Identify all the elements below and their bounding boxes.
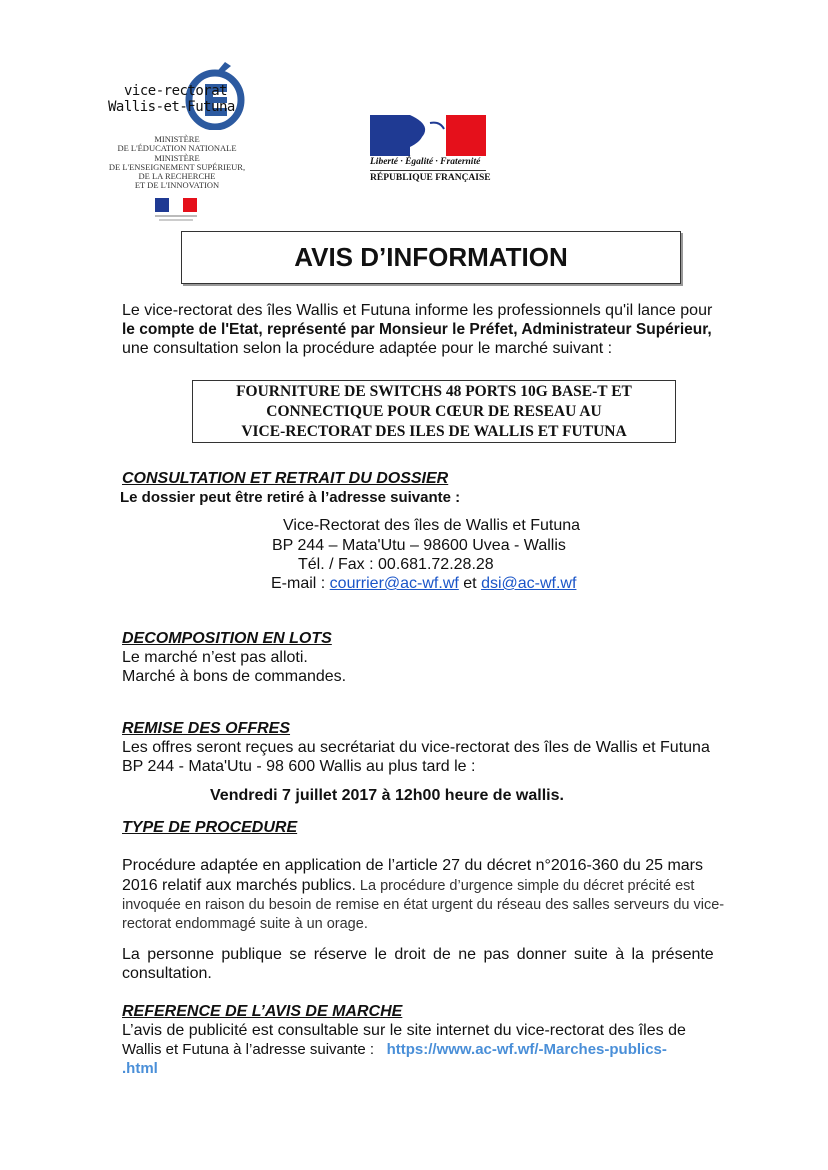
market-object-box (192, 380, 676, 443)
object-line: FOURNITURE DE SWITCHS 48 PORTS 10G BASE-T ET (236, 383, 632, 400)
consultation-text: Le dossier peut être retiré à l’adresse suivante : (120, 489, 461, 506)
address-line: BP 244 – Mata'Utu – 98600 Uvea - Wallis (272, 537, 566, 554)
marches-publics-link-cont[interactable]: .html (122, 1060, 158, 1077)
procedure-line (122, 856, 703, 876)
email-link-courrier[interactable]: courrier@ac-wf.wf (329, 575, 459, 592)
section-heading: CONSULTATION ET RETRAIT DU DOSSIER (122, 470, 449, 487)
ministry-text: MINISTÈRE (154, 134, 200, 144)
offres-text: Les offres seront reçues au secrétariat du vice-rectorat des îles de Wallis et Futuna (122, 739, 710, 756)
email-line (271, 574, 576, 594)
email-label: E-mail : (271, 575, 330, 592)
object-line: VICE-RECTORAT DES ILES DE WALLIS ET FUTUNA (241, 423, 627, 440)
marches-publics-link[interactable]: https://www.ac-wf.wf/-Marches-publics- (386, 1041, 667, 1058)
lots-text: Le marché n’est pas alloti. (122, 649, 308, 666)
lots-text: Marché à bons de commandes. (122, 668, 347, 685)
small-marianne-icon (155, 198, 197, 222)
logo-text: Wallis-et-Futuna (108, 99, 235, 115)
reference-line (122, 1040, 667, 1060)
section-heading: REMISE DES OFFRES (122, 720, 291, 737)
intro-text: le compte de l'Etat, représenté par Monsieur le Préfet, Administrateur Supérieur, (122, 321, 712, 338)
intro-text: une consultation selon la procédure adaptée pour le marché suivant : (122, 340, 613, 357)
procedure-line (122, 876, 694, 896)
procedure-text: 2016 relatif aux marchés publics. (122, 877, 356, 894)
page-title: AVIS D’INFORMATION (181, 231, 681, 284)
reference-text: Wallis et Futuna à l’adresse suivante : (122, 1041, 375, 1058)
marianne-flag-icon (370, 115, 486, 156)
deadline-text: Vendredi 7 juillet 2017 à 12h00 heure de wallis. (210, 787, 564, 804)
procedure-text: rectorat endommagé suite à un orage. (122, 916, 368, 932)
email-link-dsi[interactable]: dsi@ac-wf.wf (481, 575, 577, 592)
section-heading: DECOMPOSITION EN LOTS (122, 630, 332, 647)
procedure-text: Procédure adaptée en application de l’article 27 du décret n°2016-360 du 25 mars (122, 857, 704, 874)
offres-text: BP 244 - Mata'Utu - 98 600 Wallis au plus tard le : (122, 758, 476, 775)
motto-text: Liberté · Égalité · Fraternité (370, 157, 481, 167)
ministry-text: DE L'ENSEIGNEMENT SUPÉRIEUR, (108, 162, 246, 172)
procedure-text: La procédure d’urgence simple du décret précité est (355, 878, 695, 894)
intro-text: Le vice-rectorat des îles Wallis et Futuna informe les professionnels qu'il lance pour (122, 302, 713, 319)
ministry-text: MINISTÈRE (154, 153, 200, 163)
section-heading: TYPE DE PROCEDURE (122, 819, 298, 836)
reserve-text: La personne publique se réserve le droit de ne pas donner suite à la présente (122, 946, 714, 963)
republique-text: RÉPUBLIQUE FRANÇAISE (370, 173, 491, 183)
reserve-text: consultation. (122, 965, 212, 982)
ministry-text: ET DE L'INNOVATION (134, 180, 220, 190)
ministry-text: DE LA RECHERCHE (138, 171, 216, 181)
logo-text: vice-rectorat (124, 83, 228, 99)
ministry-text: DE L'ÉDUCATION NATIONALE (117, 143, 237, 153)
address-line: Vice-Rectorat des îles de Wallis et Futuna (283, 517, 581, 534)
procedure-text: invoquée en raison du besoin de remise en état urgent du réseau des salles serveurs du vice- (122, 897, 725, 913)
phone-fax: Tél. / Fax : 00.681.72.28.28 (298, 556, 494, 573)
conjunction: et (458, 575, 482, 592)
object-line: CONNECTIQUE POUR CŒUR DE RESEAU AU (266, 403, 602, 420)
reference-text: L’avis de publicité est consultable sur le site internet du vice-rectorat des îles de (122, 1022, 686, 1039)
section-heading: REFERENCE DE L’AVIS DE MARCHE (122, 1003, 403, 1020)
